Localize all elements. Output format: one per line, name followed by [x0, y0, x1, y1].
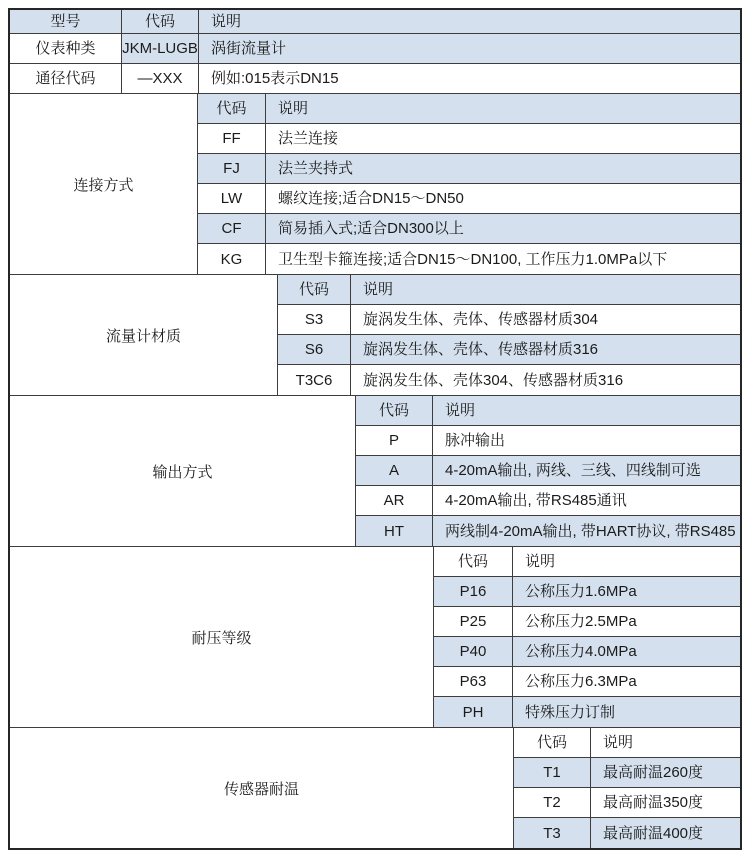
desc-cell: 公称压力1.6MPa	[525, 583, 637, 600]
code-cell: JKM-LUGB	[122, 34, 199, 63]
code-cell: P	[356, 426, 433, 455]
header-code: 代码	[122, 10, 199, 33]
table-row	[356, 516, 740, 546]
table-row	[198, 214, 740, 244]
code-cell: P16	[434, 577, 513, 606]
sub-header-desc: 说明	[445, 402, 476, 419]
section-connection-type	[10, 94, 740, 275]
section-sensor-temperature	[10, 728, 740, 848]
code-cell: FJ	[198, 154, 266, 183]
section-label: 传感器耐温	[10, 728, 514, 848]
sub-header-desc: 说明	[278, 100, 309, 117]
sub-header-code: 代码	[278, 275, 351, 304]
table-row	[434, 607, 740, 637]
code-cell: AR	[356, 486, 433, 515]
desc-cell: 例如:015表示DN15	[211, 70, 339, 87]
table-row	[434, 577, 740, 607]
table-row	[356, 486, 740, 516]
code-cell: T3C6	[278, 365, 351, 395]
table-row	[278, 365, 740, 395]
table-row	[514, 818, 740, 848]
code-cell: A	[356, 456, 433, 485]
code-cell: FF	[198, 124, 266, 153]
code-cell: KG	[198, 244, 266, 274]
desc-cell: 旋涡发生体、壳体、传感器材质316	[363, 341, 599, 358]
sub-header-desc: 说明	[603, 734, 634, 751]
desc-cell: 4-20mA输出, 两线、三线、四线制可选	[445, 462, 701, 479]
header-description: 说明	[211, 13, 242, 30]
section-output-mode	[10, 396, 740, 547]
table-row	[198, 244, 740, 274]
table-row	[356, 456, 740, 486]
code-cell: T3	[514, 818, 591, 848]
table-row	[434, 637, 740, 667]
table-row	[514, 758, 740, 788]
sub-header-desc: 说明	[525, 553, 556, 570]
table-row	[514, 788, 740, 818]
desc-cell: 最高耐温350度	[603, 794, 704, 811]
table-row	[278, 305, 740, 335]
sub-header-code: 代码	[514, 728, 591, 757]
desc-cell: 螺纹连接;适合DN15～DN50	[278, 190, 464, 207]
table-row	[10, 34, 740, 64]
sub-header-code: 代码	[434, 547, 513, 576]
table-row	[278, 335, 740, 365]
desc-cell: 公称压力2.5MPa	[525, 613, 637, 630]
sub-header-code: 代码	[356, 396, 433, 425]
section-label: 流量计材质	[10, 275, 278, 395]
table-row	[10, 64, 740, 94]
sub-header-desc: 说明	[363, 281, 394, 298]
sub-header-row	[278, 275, 740, 305]
code-cell: —XXX	[122, 64, 199, 93]
desc-cell: 卫生型卡箍连接;适合DN15～DN100, 工作压力1.0MPa以下	[278, 250, 668, 268]
code-cell: T1	[514, 758, 591, 787]
header-model: 型号	[10, 10, 122, 33]
desc-cell: 简易插入式;适合DN300以上	[278, 220, 464, 237]
code-cell: S6	[278, 335, 351, 364]
table-header-row	[10, 10, 740, 34]
table-row	[434, 667, 740, 697]
code-cell: PH	[434, 697, 513, 727]
desc-cell: 旋涡发生体、壳体、传感器材质304	[363, 311, 599, 328]
sub-header-row	[198, 94, 740, 124]
desc-cell: 两线制4-20mA输出, 带HART协议, 带RS485	[445, 522, 736, 540]
desc-cell: 法兰夹持式	[278, 160, 354, 177]
section-flowmeter-material	[10, 275, 740, 396]
table-row	[434, 697, 740, 727]
desc-cell: 涡街流量计	[199, 34, 740, 63]
code-cell: LW	[198, 184, 266, 213]
desc-cell: 特殊压力订制	[525, 703, 616, 721]
code-cell: T2	[514, 788, 591, 817]
sub-header-code: 代码	[198, 94, 266, 123]
desc-cell: 法兰连接	[278, 130, 339, 147]
desc-cell: 脉冲输出	[445, 432, 506, 449]
code-cell: S3	[278, 305, 351, 334]
table-row	[198, 184, 740, 214]
code-cell: P25	[434, 607, 513, 636]
table-row	[198, 154, 740, 184]
section-pressure-rating	[10, 547, 740, 728]
desc-cell: 最高耐温260度	[603, 764, 704, 781]
table-row	[356, 426, 740, 456]
desc-cell: 最高耐温400度	[603, 824, 704, 842]
code-cell: HT	[356, 516, 433, 546]
desc-cell: 4-20mA输出, 带RS485通讯	[445, 492, 627, 509]
row-label: 通径代码	[10, 64, 122, 93]
model-selection-table	[8, 8, 742, 850]
table-row	[198, 124, 740, 154]
sub-header-row	[356, 396, 740, 426]
section-label: 连接方式	[10, 94, 198, 274]
code-cell: P63	[434, 667, 513, 696]
row-label: 仪表种类	[10, 34, 122, 63]
desc-cell: 旋涡发生体、壳体304、传感器材质316	[363, 371, 624, 389]
sub-header-row	[514, 728, 740, 758]
section-label: 输出方式	[10, 396, 356, 546]
code-cell: CF	[198, 214, 266, 243]
sub-header-row	[434, 547, 740, 577]
code-cell: P40	[434, 637, 513, 666]
desc-cell: 公称压力4.0MPa	[525, 643, 637, 660]
desc-cell: 公称压力6.3MPa	[525, 673, 637, 690]
section-label: 耐压等级	[10, 547, 434, 727]
